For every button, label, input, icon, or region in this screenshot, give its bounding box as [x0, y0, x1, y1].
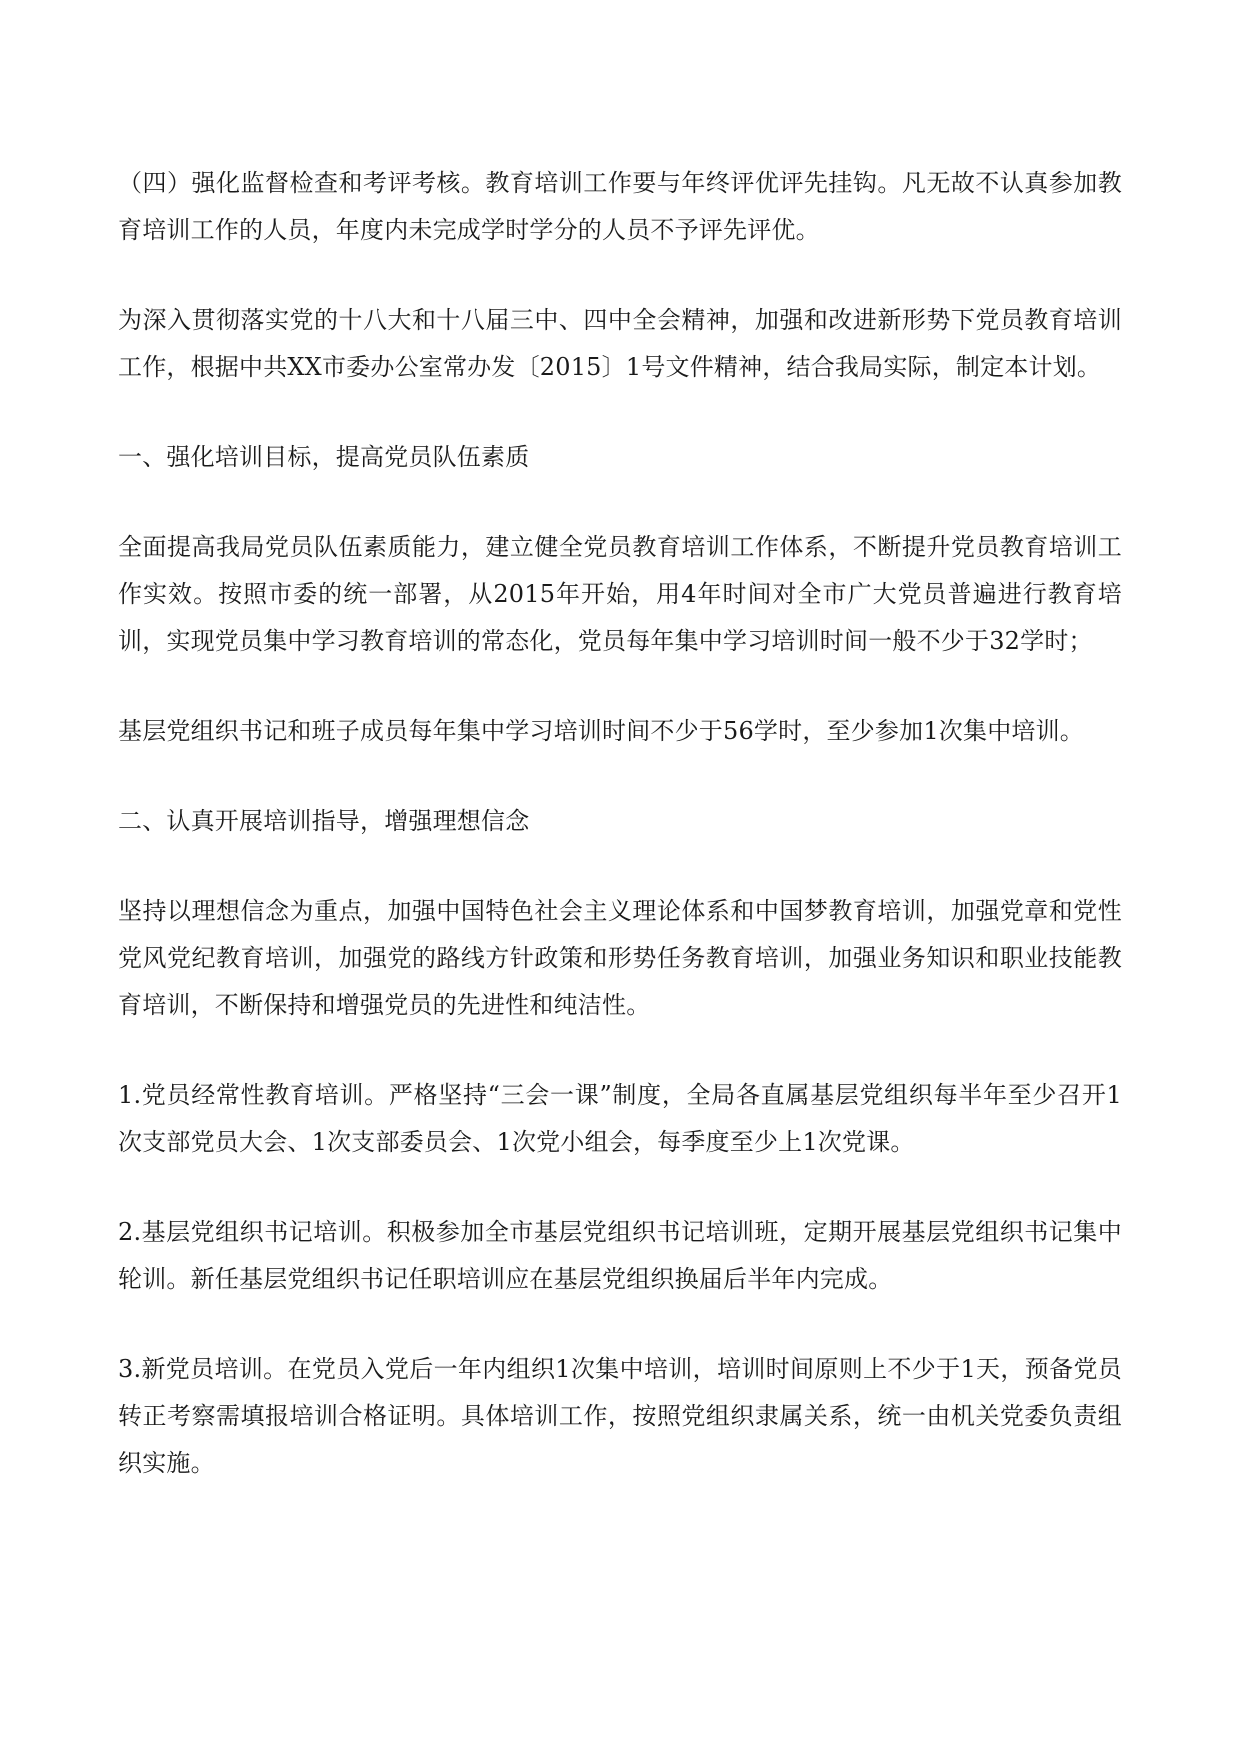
paragraph-intro: 为深入贯彻落实党的十八大和十八届三中、四中全会精神，加强和改进新形势下党员教育培训工作，根据中共XX市委办公室常办发〔2015〕1号文件精神，结合我局实际，制定本计划。	[118, 306, 1122, 381]
list-item-3: 3.新党员培训。在党员入党后一年内组织1次集中培训，培训时间原则上不少于1天，预备党员转正考察需填报培训合格证明。具体培训工作，按照党组织隶属关系，统一由机关党委负责组织实施。	[118, 1355, 1122, 1477]
paragraph-ideals: 坚持以理想信念为重点，加强中国特色社会主义理论体系和中国梦教育培训，加强党章和党性党风党纪教育培训，加强党的路线方针政策和形势任务教育培训，加强业务知识和职业技能教育培训，不断保持和增强党员的先进性和纯洁性。	[118, 897, 1122, 1019]
section-heading-1: 一、强化培训目标，提高党员队伍素质	[118, 443, 530, 471]
paragraph-supervision: （四）强化监督检查和考评考核。教育培训工作要与年终评优评先挂钩。凡无故不认真参加教育培训工作的人员，年度内未完成学时学分的人员不予评先评优。	[118, 169, 1122, 244]
list-item-2: 2.基层党组织书记培训。积极参加全市基层党组织书记培训班，定期开展基层党组织书记集中轮训。新任基层党组织书记任职培训应在基层党组织换届后半年内完成。	[118, 1218, 1122, 1293]
paragraph-goals: 全面提高我局党员队伍素质能力，建立健全党员教育培训工作体系，不断提升党员教育培训工作实效。按照市委的统一部署，从2015年开始，用4年时间对全市广大党员普遍进行教育培训，实现党员集中学习教育培训的常态化，党员每年集中学习培训时间一般不少于32学时；	[118, 533, 1122, 655]
section-heading-2: 二、认真开展培训指导，增强理想信念	[118, 807, 530, 835]
document-body	[118, 160, 1122, 1530]
list-item-1: 1.党员经常性教育培训。严格坚持“三会一课”制度，全局各直属基层党组织每半年至少召开1次支部党员大会、1次支部委员会、1次党小组会，每季度至少上1次党课。	[118, 1081, 1122, 1156]
paragraph-secretary-hours: 基层党组织书记和班子成员每年集中学习培训时间不少于56学时，至少参加1次集中培训。	[118, 717, 1085, 745]
